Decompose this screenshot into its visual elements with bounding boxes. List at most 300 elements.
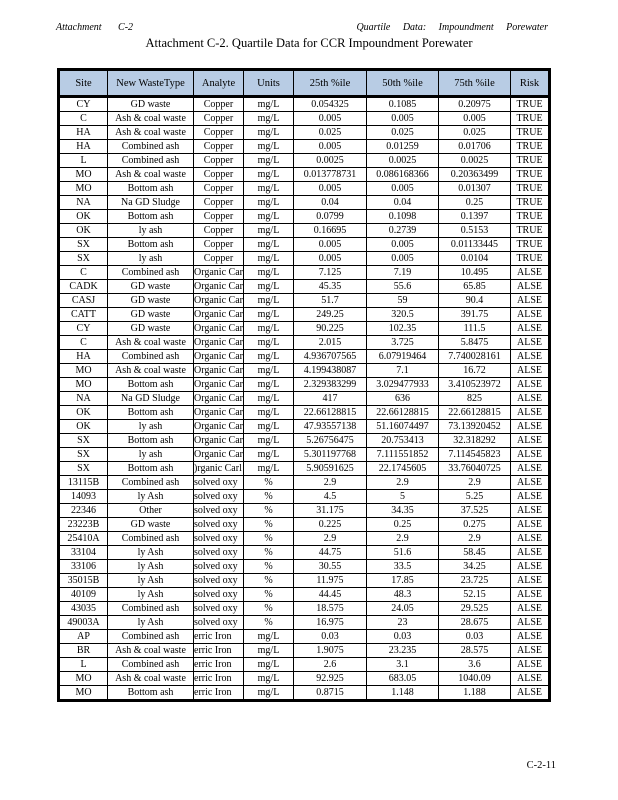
cell-p75: 34.25	[439, 560, 511, 574]
table-row	[59, 308, 550, 322]
cell-p25: 47.93557138	[294, 420, 367, 434]
cell-site: HA	[59, 350, 108, 364]
cell-waste-type: Bottom ash	[108, 686, 194, 701]
cell-analyte: Organic Car	[194, 421, 243, 432]
table-row	[59, 294, 550, 308]
cell-p75: 0.0025	[439, 154, 511, 168]
cell-p50: 0.04	[367, 196, 439, 210]
cell-p25: 45.35	[294, 280, 367, 294]
cell-waste-type: GD waste	[108, 97, 194, 112]
cell-p50: 0.1098	[367, 210, 439, 224]
cell-units: %	[244, 546, 294, 560]
cell-analyte: erric Iron	[194, 630, 244, 644]
cell-p75: 23.725	[439, 574, 511, 588]
cell-p50: 0.01259	[367, 140, 439, 154]
table-row	[59, 574, 550, 588]
cell-waste-type: ly Ash	[108, 490, 194, 504]
cell-analyte: Organic Car	[194, 407, 243, 418]
cell-site: 33106	[59, 560, 108, 574]
table-row	[59, 210, 550, 224]
cell-waste-type: GD waste	[108, 308, 194, 322]
cell-units: mg/L	[244, 686, 294, 701]
cell-p25: 2.329383299	[294, 378, 367, 392]
cell-units: mg/L	[244, 154, 294, 168]
cell-analyte: Copper	[194, 168, 244, 182]
cell-risk: TRUE	[511, 112, 550, 126]
cell-site: BR	[59, 644, 108, 658]
cell-site: OK	[59, 224, 108, 238]
cell-risk: TRUE	[511, 196, 550, 210]
cell-units: %	[244, 532, 294, 546]
cell-p50: 0.086168366	[367, 168, 439, 182]
cell-p25: 0.225	[294, 518, 367, 532]
cell-analyte: solved oxy	[194, 546, 244, 560]
cell-units: mg/L	[244, 140, 294, 154]
cell-risk: TRUE	[511, 97, 550, 112]
cell-waste-type: ly Ash	[108, 560, 194, 574]
cell-site: MO	[59, 686, 108, 701]
cell-risk: ALSE	[511, 560, 550, 574]
cell-waste-type: Combined ash	[108, 476, 194, 490]
cell-p50: 22.66128815	[367, 406, 439, 420]
table-row	[59, 252, 550, 266]
cell-risk: ALSE	[511, 490, 550, 504]
cell-p75: 29.525	[439, 602, 511, 616]
cell-risk: ALSE	[511, 686, 550, 701]
cell-p50: 2.9	[367, 532, 439, 546]
cell-site: 43035	[59, 602, 108, 616]
cell-p75: 1.188	[439, 686, 511, 701]
cell-site: C	[59, 266, 108, 280]
cell-units: mg/L	[244, 658, 294, 672]
cell-units: mg/L	[244, 238, 294, 252]
cell-analyte: Organic Car	[194, 309, 243, 320]
cell-analyte: erric Iron	[194, 686, 244, 701]
table-row	[59, 224, 550, 238]
cell-units: mg/L	[244, 392, 294, 406]
table-row	[59, 616, 550, 630]
table-row	[59, 336, 550, 350]
cell-risk: ALSE	[511, 266, 550, 280]
cell-waste-type: Combined ash	[108, 140, 194, 154]
cell-site: SX	[59, 448, 108, 462]
cell-analyte: solved oxy	[194, 518, 244, 532]
cell-units: mg/L	[244, 308, 294, 322]
cell-units: %	[244, 518, 294, 532]
cell-p75: 0.01706	[439, 140, 511, 154]
cell-risk: TRUE	[511, 126, 550, 140]
cell-risk: ALSE	[511, 588, 550, 602]
table-row	[59, 602, 550, 616]
cell-p50: 0.1085	[367, 97, 439, 112]
cell-risk: TRUE	[511, 168, 550, 182]
cell-p75: 0.01133445	[439, 238, 511, 252]
cell-risk: ALSE	[511, 420, 550, 434]
cell-units: mg/L	[244, 322, 294, 336]
cell-p50: 7.111551852	[367, 448, 439, 462]
cell-p50: 0.005	[367, 112, 439, 126]
table-row	[59, 238, 550, 252]
table-row	[59, 420, 550, 434]
cell-waste-type: Ash & coal waste	[108, 168, 194, 182]
cell-waste-type: Bottom ash	[108, 182, 194, 196]
cell-waste-type: Ash & coal waste	[108, 644, 194, 658]
cell-analyte: Copper	[194, 224, 244, 238]
cell-p75: 37.525	[439, 504, 511, 518]
cell-p25: 30.55	[294, 560, 367, 574]
cell-p25: 0.04	[294, 196, 367, 210]
cell-risk: ALSE	[511, 644, 550, 658]
cell-analyte: solved oxy	[194, 574, 244, 588]
table-row	[59, 182, 550, 196]
cell-analyte: Organic Car	[194, 379, 243, 390]
cell-waste-type: Ash & coal waste	[108, 336, 194, 350]
document-title: Attachment C-2. Quartile Data for CCR Impoundment Porewater	[145, 36, 473, 50]
table-row	[59, 168, 550, 182]
cell-units: %	[244, 574, 294, 588]
cell-units: mg/L	[244, 434, 294, 448]
cell-p25: 4.199438087	[294, 364, 367, 378]
cell-site: 33104	[59, 546, 108, 560]
cell-p75: 0.1397	[439, 210, 511, 224]
table-row	[59, 140, 550, 154]
cell-p25: 0.0799	[294, 210, 367, 224]
table-row	[59, 112, 550, 126]
cell-p25: 0.005	[294, 140, 367, 154]
cell-p50: 33.5	[367, 560, 439, 574]
cell-risk: ALSE	[511, 294, 550, 308]
cell-risk: ALSE	[511, 336, 550, 350]
cell-risk: ALSE	[511, 392, 550, 406]
table-row	[59, 672, 550, 686]
cell-p75: 28.675	[439, 616, 511, 630]
cell-analyte: Organic Car	[194, 449, 243, 460]
cell-waste-type: Combined ash	[108, 602, 194, 616]
cell-waste-type: GD waste	[108, 280, 194, 294]
cell-p75: 32.318292	[439, 434, 511, 448]
table-row	[59, 322, 550, 336]
cell-site: CY	[59, 322, 108, 336]
cell-units: mg/L	[244, 196, 294, 210]
cell-risk: ALSE	[511, 364, 550, 378]
cell-site: L	[59, 154, 108, 168]
cell-site: MO	[59, 168, 108, 182]
cell-p25: 18.575	[294, 602, 367, 616]
cell-p75: 73.13920452	[439, 420, 511, 434]
table-row	[59, 196, 550, 210]
cell-site: SX	[59, 434, 108, 448]
cell-p75: 22.66128815	[439, 406, 511, 420]
cell-waste-type: Other	[108, 504, 194, 518]
cell-analyte: Copper	[194, 126, 244, 140]
cell-p75: 2.9	[439, 532, 511, 546]
cell-units: mg/L	[244, 97, 294, 112]
cell-waste-type: Ash & coal waste	[108, 364, 194, 378]
cell-waste-type: Bottom ash	[108, 406, 194, 420]
cell-p25: 0.8715	[294, 686, 367, 701]
cell-p50: 48.3	[367, 588, 439, 602]
cell-p25: 0.0025	[294, 154, 367, 168]
cell-p75: 28.575	[439, 644, 511, 658]
page-number: C-2-11	[526, 760, 556, 771]
cell-p25: 0.054325	[294, 97, 367, 112]
cell-units: mg/L	[244, 672, 294, 686]
cell-site: CADK	[59, 280, 108, 294]
cell-risk: ALSE	[511, 518, 550, 532]
cell-p75: 65.85	[439, 280, 511, 294]
cell-site: CY	[59, 97, 108, 112]
cell-site: OK	[59, 210, 108, 224]
cell-analyte: Organic Car	[194, 393, 243, 404]
table-row	[59, 350, 550, 364]
cell-risk: ALSE	[511, 630, 550, 644]
cell-p50: 320.5	[367, 308, 439, 322]
cell-risk: TRUE	[511, 252, 550, 266]
table-row	[59, 266, 550, 280]
cell-p50: 102.35	[367, 322, 439, 336]
table-row	[59, 434, 550, 448]
cell-site: CATT	[59, 308, 108, 322]
cell-p75: 0.025	[439, 126, 511, 140]
cell-site: OK	[59, 406, 108, 420]
cell-waste-type: ly ash	[108, 252, 194, 266]
cell-p25: 44.45	[294, 588, 367, 602]
cell-p25: 5.90591625	[294, 462, 367, 476]
cell-p25: 2.9	[294, 532, 367, 546]
cell-waste-type: ly Ash	[108, 574, 194, 588]
cell-site: 35015B	[59, 574, 108, 588]
cell-p50: 59	[367, 294, 439, 308]
cell-units: mg/L	[244, 336, 294, 350]
cell-site: 13115B	[59, 476, 108, 490]
cell-waste-type: ly Ash	[108, 588, 194, 602]
cell-p25: 1.9075	[294, 644, 367, 658]
cell-risk: TRUE	[511, 238, 550, 252]
cell-p25: 0.005	[294, 252, 367, 266]
cell-waste-type: Ash & coal waste	[108, 112, 194, 126]
cell-p50: 7.19	[367, 266, 439, 280]
cell-p25: 0.16695	[294, 224, 367, 238]
cell-p75: 5.8475	[439, 336, 511, 350]
cell-analyte: solved oxy	[194, 560, 244, 574]
cell-units: mg/L	[244, 266, 294, 280]
cell-units: %	[244, 588, 294, 602]
cell-site: L	[59, 658, 108, 672]
cell-site: MO	[59, 364, 108, 378]
cell-risk: ALSE	[511, 672, 550, 686]
cell-analyte: Copper	[194, 97, 244, 112]
cell-site: 14093	[59, 490, 108, 504]
cell-risk: TRUE	[511, 154, 550, 168]
table-row	[59, 518, 550, 532]
cell-analyte: Organic Car	[194, 365, 243, 376]
cell-p75: 0.01307	[439, 182, 511, 196]
cell-waste-type: Combined ash	[108, 532, 194, 546]
quartile-data-table	[57, 68, 551, 702]
cell-p25: 5.26756475	[294, 434, 367, 448]
cell-p50: 24.05	[367, 602, 439, 616]
cell-waste-type: Bottom ash	[108, 462, 194, 476]
cell-p25: 2.6	[294, 658, 367, 672]
cell-p75: 0.005	[439, 112, 511, 126]
cell-p75: 2.9	[439, 476, 511, 490]
cell-p25: 417	[294, 392, 367, 406]
cell-p50: 0.25	[367, 518, 439, 532]
cell-site: 23223B	[59, 518, 108, 532]
cell-risk: ALSE	[511, 462, 550, 476]
cell-p75: 391.75	[439, 308, 511, 322]
cell-p75: 52.15	[439, 588, 511, 602]
cell-analyte: Organic Car	[194, 267, 243, 278]
cell-p25: 0.013778731	[294, 168, 367, 182]
column-header-waste-type: New WasteType	[108, 70, 194, 97]
cell-risk: TRUE	[511, 140, 550, 154]
table-row	[59, 588, 550, 602]
cell-waste-type: Combined ash	[108, 350, 194, 364]
cell-p50: 55.6	[367, 280, 439, 294]
cell-analyte: solved oxy	[194, 602, 244, 616]
running-header-right: Quartile Data: Impoundment Porewater	[356, 22, 548, 33]
cell-p50: 23	[367, 616, 439, 630]
cell-waste-type: Ash & coal waste	[108, 672, 194, 686]
cell-units: %	[244, 476, 294, 490]
cell-units: mg/L	[244, 182, 294, 196]
cell-p25: 0.005	[294, 238, 367, 252]
table-row	[59, 97, 550, 112]
cell-risk: ALSE	[511, 350, 550, 364]
cell-p25: 31.175	[294, 504, 367, 518]
table-row	[59, 546, 550, 560]
cell-p25: 2.9	[294, 476, 367, 490]
cell-p50: 0.005	[367, 238, 439, 252]
cell-risk: ALSE	[511, 616, 550, 630]
cell-risk: ALSE	[511, 532, 550, 546]
cell-waste-type: GD waste	[108, 322, 194, 336]
cell-p25: 5.301197768	[294, 448, 367, 462]
table-row	[59, 126, 550, 140]
cell-p25: 90.225	[294, 322, 367, 336]
table-row	[59, 504, 550, 518]
cell-analyte: Copper	[194, 196, 244, 210]
cell-p75: 0.20363499	[439, 168, 511, 182]
cell-units: mg/L	[244, 224, 294, 238]
cell-site: 49003A	[59, 616, 108, 630]
cell-units: mg/L	[244, 280, 294, 294]
cell-site: 40109	[59, 588, 108, 602]
cell-analyte: Copper	[194, 252, 244, 266]
cell-risk: TRUE	[511, 182, 550, 196]
cell-p50: 20.753413	[367, 434, 439, 448]
cell-waste-type: Na GD Sludge	[108, 392, 194, 406]
cell-analyte: erric Iron	[194, 644, 244, 658]
cell-p75: 0.0104	[439, 252, 511, 266]
cell-site: SX	[59, 252, 108, 266]
cell-units: %	[244, 560, 294, 574]
cell-p50: 17.85	[367, 574, 439, 588]
cell-p75: 111.5	[439, 322, 511, 336]
cell-units: mg/L	[244, 364, 294, 378]
cell-p50: 51.6	[367, 546, 439, 560]
cell-units: mg/L	[244, 294, 294, 308]
cell-p50: 23.235	[367, 644, 439, 658]
cell-analyte: Organic Car	[194, 281, 243, 292]
table-row	[59, 462, 550, 476]
cell-risk: ALSE	[511, 546, 550, 560]
cell-waste-type: Combined ash	[108, 630, 194, 644]
cell-site: 22346	[59, 504, 108, 518]
cell-waste-type: Bottom ash	[108, 210, 194, 224]
cell-analyte: solved oxy	[194, 532, 244, 546]
cell-units: mg/L	[244, 126, 294, 140]
table-row	[59, 532, 550, 546]
cell-analyte: Copper	[194, 210, 244, 224]
cell-units: mg/L	[244, 420, 294, 434]
cell-p25: 0.025	[294, 126, 367, 140]
cell-p50: 51.16074497	[367, 420, 439, 434]
cell-p25: 0.005	[294, 182, 367, 196]
cell-p50: 1.148	[367, 686, 439, 701]
cell-p25: 22.66128815	[294, 406, 367, 420]
cell-p50: 34.35	[367, 504, 439, 518]
cell-units: mg/L	[244, 210, 294, 224]
cell-waste-type: Combined ash	[108, 154, 194, 168]
cell-p75: 0.20975	[439, 97, 511, 112]
cell-p50: 0.0025	[367, 154, 439, 168]
running-header-left: Attachment C-2	[56, 22, 134, 33]
cell-units: %	[244, 616, 294, 630]
cell-analyte: Organic Car	[194, 323, 243, 334]
cell-p25: 11.975	[294, 574, 367, 588]
cell-site: NA	[59, 392, 108, 406]
cell-waste-type: ly ash	[108, 224, 194, 238]
cell-p75: 3.6	[439, 658, 511, 672]
cell-risk: ALSE	[511, 434, 550, 448]
table-row	[59, 560, 550, 574]
cell-site: NA	[59, 196, 108, 210]
table-body	[59, 97, 550, 701]
cell-waste-type: Bottom ash	[108, 238, 194, 252]
cell-p25: 7.125	[294, 266, 367, 280]
cell-p50: 3.1	[367, 658, 439, 672]
cell-p50: 6.07919464	[367, 350, 439, 364]
table-row	[59, 448, 550, 462]
cell-risk: ALSE	[511, 504, 550, 518]
table-header-row	[59, 70, 550, 97]
column-header-site: Site	[59, 70, 108, 97]
table-row	[59, 392, 550, 406]
cell-p50: 7.1	[367, 364, 439, 378]
cell-p75: 0.25	[439, 196, 511, 210]
cell-waste-type: Bottom ash	[108, 378, 194, 392]
cell-p50: 22.1745605	[367, 462, 439, 476]
table-row	[59, 476, 550, 490]
cell-site: SX	[59, 462, 108, 476]
cell-analyte: Copper	[194, 154, 244, 168]
cell-risk: ALSE	[511, 308, 550, 322]
column-header-p75: 75th %ile	[439, 70, 511, 97]
cell-waste-type: ly ash	[108, 448, 194, 462]
cell-analyte: erric Iron	[194, 658, 244, 672]
cell-p25: 0.03	[294, 630, 367, 644]
cell-risk: ALSE	[511, 602, 550, 616]
cell-site: C	[59, 336, 108, 350]
cell-risk: ALSE	[511, 280, 550, 294]
cell-p75: 16.72	[439, 364, 511, 378]
cell-units: mg/L	[244, 350, 294, 364]
cell-waste-type: ly Ash	[108, 546, 194, 560]
cell-risk: ALSE	[511, 322, 550, 336]
table-row	[59, 406, 550, 420]
